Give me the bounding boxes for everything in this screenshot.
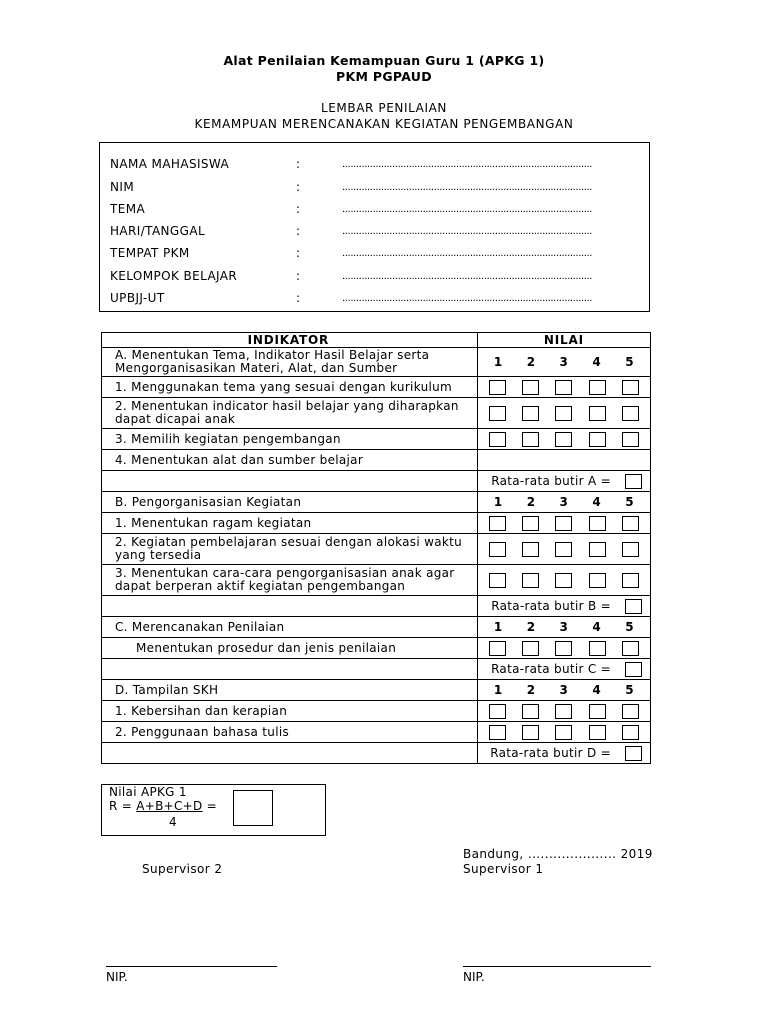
identity-fill-line[interactable]: .......................................................................................... [342, 204, 593, 215]
rating-checkbox[interactable] [622, 725, 639, 740]
supervisor-2-label: Supervisor 2 [142, 862, 223, 876]
indicator-item: 2. Penggunaan bahasa tulis [102, 722, 478, 743]
rating-checkbox[interactable] [522, 573, 539, 588]
rating-checkbox[interactable] [489, 432, 506, 447]
rating-checkbox[interactable] [589, 641, 606, 656]
empty-cell [102, 659, 478, 680]
score-result-box[interactable] [233, 790, 273, 826]
identity-fill-line[interactable]: .......................................................................................... [342, 271, 593, 282]
section-title: A. Menentukan Tema, Indikator Hasil Belajar serta Mengorganisasikan Materi, Alat, dan Sumber [102, 348, 478, 377]
rating-checkbox[interactable] [555, 432, 572, 447]
rating-checkbox[interactable] [522, 641, 539, 656]
rating-checkbox[interactable] [589, 725, 606, 740]
rating-checkbox[interactable] [589, 406, 606, 421]
rating-checkbox[interactable] [489, 641, 506, 656]
rating-checkbox[interactable] [489, 725, 506, 740]
scale-number: 5 [625, 620, 634, 634]
formula-prefix: R = [109, 799, 137, 813]
rating-checkbox[interactable] [555, 406, 572, 421]
rating-checkbox[interactable] [589, 542, 606, 557]
rating-boxes [478, 704, 650, 719]
scale-cell [477, 492, 650, 513]
identity-colon: : [296, 269, 301, 283]
average-row [102, 659, 651, 680]
rating-checkbox[interactable] [622, 641, 639, 656]
rating-checkbox[interactable] [589, 573, 606, 588]
scale-number: 1 [493, 620, 503, 634]
rating-checkbox[interactable] [589, 380, 606, 395]
table-row [102, 513, 651, 534]
section-title: B. Pengorganisasian Kegiatan [102, 492, 478, 513]
rating-checkbox[interactable] [522, 406, 539, 421]
scale-number: 2 [526, 355, 536, 369]
scale-number: 2 [526, 495, 536, 509]
average-label: Rata-rata butir C = [491, 662, 611, 676]
rating-checkbox[interactable] [489, 406, 506, 421]
rating-checkbox[interactable] [522, 725, 539, 740]
average-label: Rata-rata butir B = [491, 599, 611, 613]
score-formula [109, 799, 217, 813]
empty-cell [477, 450, 650, 471]
header-nilai: NILAI [477, 333, 650, 348]
nip-right: NIP. [463, 970, 485, 984]
average-cell [477, 659, 650, 680]
rating-checkbox[interactable] [522, 380, 539, 395]
identity-label: UPBJJ-UT [110, 291, 165, 305]
scale-number: 4 [592, 683, 602, 697]
rating-boxes [478, 432, 650, 447]
rating-checkbox[interactable] [622, 516, 639, 531]
table-header-row [102, 333, 651, 348]
average-cell [477, 471, 650, 492]
rating-checkbox[interactable] [489, 516, 506, 531]
rating-cell [477, 565, 650, 596]
assessment-table [101, 332, 651, 764]
scale-number: 4 [592, 355, 602, 369]
identity-colon: : [296, 291, 301, 305]
section-c-title-row [102, 617, 651, 638]
rating-cell [477, 513, 650, 534]
rating-cell [477, 701, 650, 722]
signature-line-right [463, 966, 651, 967]
average-box[interactable] [625, 746, 642, 761]
empty-cell [102, 596, 478, 617]
identity-colon: : [296, 202, 301, 216]
average-box[interactable] [625, 599, 642, 614]
rating-checkbox[interactable] [555, 542, 572, 557]
rating-checkbox[interactable] [555, 516, 572, 531]
document-title: Alat Penilaian Kemampuan Guru 1 (APKG 1) [223, 53, 545, 68]
table-row [102, 377, 651, 398]
table-row [102, 450, 651, 471]
rating-checkbox[interactable] [589, 432, 606, 447]
identity-label: HARI/TANGGAL [110, 224, 206, 238]
identity-label: NIM [110, 180, 135, 194]
header-indikator: INDIKATOR [102, 333, 478, 348]
scale-number: 1 [493, 495, 503, 509]
scale-number: 1 [493, 355, 503, 369]
scale-number: 4 [592, 620, 602, 634]
identity-fill-line[interactable]: .......................................................................................... [342, 182, 593, 193]
scale-number: 5 [625, 683, 634, 697]
indicator-item: 4. Menentukan alat dan sumber belajar [102, 450, 478, 471]
scale-number: 3 [559, 620, 569, 634]
indicator-item: 2. Menentukan indicator hasil belajar yang diharapkan dapat dicapai anak [102, 398, 478, 429]
rating-checkbox[interactable] [589, 516, 606, 531]
place-date: Bandung, ..................... 2019 [463, 847, 653, 861]
section-d-title-row [102, 680, 651, 701]
identity-label: KELOMPOK BELAJAR [110, 269, 238, 283]
rating-boxes [478, 725, 650, 740]
indicator-item: 2. Kegiatan pembelajaran sesuai dengan alokasi waktu yang tersedia [102, 534, 478, 565]
identity-colon: : [296, 246, 301, 260]
rating-checkbox[interactable] [555, 704, 572, 719]
scale-cell [477, 348, 650, 377]
identity-fill-line[interactable]: .......................................................................................... [342, 226, 593, 237]
scale-number: 4 [592, 495, 602, 509]
rating-checkbox[interactable] [622, 573, 639, 588]
identity-fill-line[interactable]: .......................................................................................... [342, 159, 593, 170]
rating-boxes [478, 406, 650, 421]
rating-boxes [478, 380, 650, 395]
scale-number: 5 [625, 355, 634, 369]
identity-box [99, 142, 650, 312]
average-row [102, 471, 651, 492]
rating-checkbox[interactable] [489, 542, 506, 557]
rating-checkbox[interactable] [555, 725, 572, 740]
average-row [102, 596, 651, 617]
identity-colon: : [296, 157, 301, 171]
rating-cell [477, 377, 650, 398]
indicator-item: Menentukan prosedur dan jenis penilaian [102, 638, 478, 659]
rating-checkbox[interactable] [522, 542, 539, 557]
average-label: Rata-rata butir D = [490, 746, 611, 760]
scale-cell [477, 680, 650, 701]
rating-checkbox[interactable] [589, 704, 606, 719]
identity-fill-line[interactable]: .......................................................................................... [342, 293, 593, 304]
table-row [102, 398, 651, 429]
rating-checkbox[interactable] [622, 432, 639, 447]
section-title: C. Merencanakan Penilaian [102, 617, 478, 638]
identity-colon: : [296, 224, 301, 238]
section-title: D. Tampilan SKH [102, 680, 478, 701]
empty-cell [102, 471, 478, 492]
table-row [102, 534, 651, 565]
document-subtitle: PKM PGPAUD [336, 69, 432, 84]
scale-number: 3 [559, 355, 569, 369]
rating-cell [477, 638, 650, 659]
average-label: Rata-rata butir A = [491, 474, 611, 488]
scale-header [478, 683, 650, 697]
rating-checkbox[interactable] [622, 542, 639, 557]
scale-cell [477, 617, 650, 638]
nip-left: NIP. [106, 970, 128, 984]
table-row [102, 565, 651, 596]
section-b-title-row [102, 492, 651, 513]
rating-checkbox[interactable] [555, 380, 572, 395]
average-box[interactable] [625, 474, 642, 489]
indicator-item: 3. Menentukan cara-cara pengorganisasian anak agar dapat berperan aktif kegiatan pengembangan [102, 565, 478, 596]
scale-header [478, 495, 650, 509]
indicator-item: 1. Kebersihan dan kerapian [102, 701, 478, 722]
rating-checkbox[interactable] [522, 704, 539, 719]
rating-checkbox[interactable] [622, 380, 639, 395]
empty-cell [102, 743, 478, 764]
scale-header [478, 355, 650, 369]
table-row [102, 722, 651, 743]
rating-checkbox[interactable] [555, 573, 572, 588]
indicator-item: 1. Menggunakan tema yang sesuai dengan kurikulum [102, 377, 478, 398]
table-row [102, 638, 651, 659]
score-box [101, 784, 326, 836]
formula-denominator: 4 [169, 815, 177, 829]
rating-cell [477, 722, 650, 743]
rating-boxes [478, 573, 650, 588]
rating-boxes [478, 542, 650, 557]
rating-cell [477, 429, 650, 450]
average-box[interactable] [625, 662, 642, 677]
scale-number: 2 [526, 620, 536, 634]
sheet-title-line2: KEMAMPUAN MERENCANAKAN KEGIATAN PENGEMBANGAN [194, 117, 574, 131]
formula-numerator: A+B+C+D [136, 799, 203, 813]
rating-checkbox[interactable] [522, 432, 539, 447]
rating-cell [477, 534, 650, 565]
scale-number: 2 [526, 683, 536, 697]
rating-checkbox[interactable] [622, 704, 639, 719]
section-a-title-row [102, 348, 651, 377]
rating-checkbox[interactable] [489, 380, 506, 395]
rating-checkbox[interactable] [622, 406, 639, 421]
scale-header [478, 620, 650, 634]
signature-line-left [106, 966, 277, 967]
scale-number: 1 [493, 683, 503, 697]
table-row [102, 429, 651, 450]
table-row [102, 701, 651, 722]
indicator-item: 3. Memilih kegiatan pengembangan [102, 429, 478, 450]
rating-cell [477, 398, 650, 429]
rating-checkbox[interactable] [555, 641, 572, 656]
average-cell [477, 743, 650, 764]
identity-label: NAMA MAHASISWA [110, 157, 230, 171]
identity-label: TEMA [110, 202, 146, 216]
rating-boxes [478, 516, 650, 531]
scale-number: 3 [559, 683, 569, 697]
formula-equals: = [202, 799, 218, 813]
scale-number: 5 [625, 495, 634, 509]
score-label: Nilai APKG 1 [109, 785, 187, 799]
identity-colon: : [296, 180, 301, 194]
sheet-title-line1: LEMBAR PENILAIAN [320, 101, 448, 115]
identity-fill-line[interactable]: .......................................................................................... [342, 248, 593, 259]
indicator-item: 1. Menentukan ragam kegiatan [102, 513, 478, 534]
scale-number: 3 [559, 495, 569, 509]
identity-label: TEMPAT PKM [110, 246, 190, 260]
average-row [102, 743, 651, 764]
rating-checkbox[interactable] [489, 704, 506, 719]
rating-checkbox[interactable] [522, 516, 539, 531]
average-cell [477, 596, 650, 617]
supervisor-1-label: Supervisor 1 [463, 862, 544, 876]
rating-boxes [478, 641, 650, 656]
rating-checkbox[interactable] [489, 573, 506, 588]
